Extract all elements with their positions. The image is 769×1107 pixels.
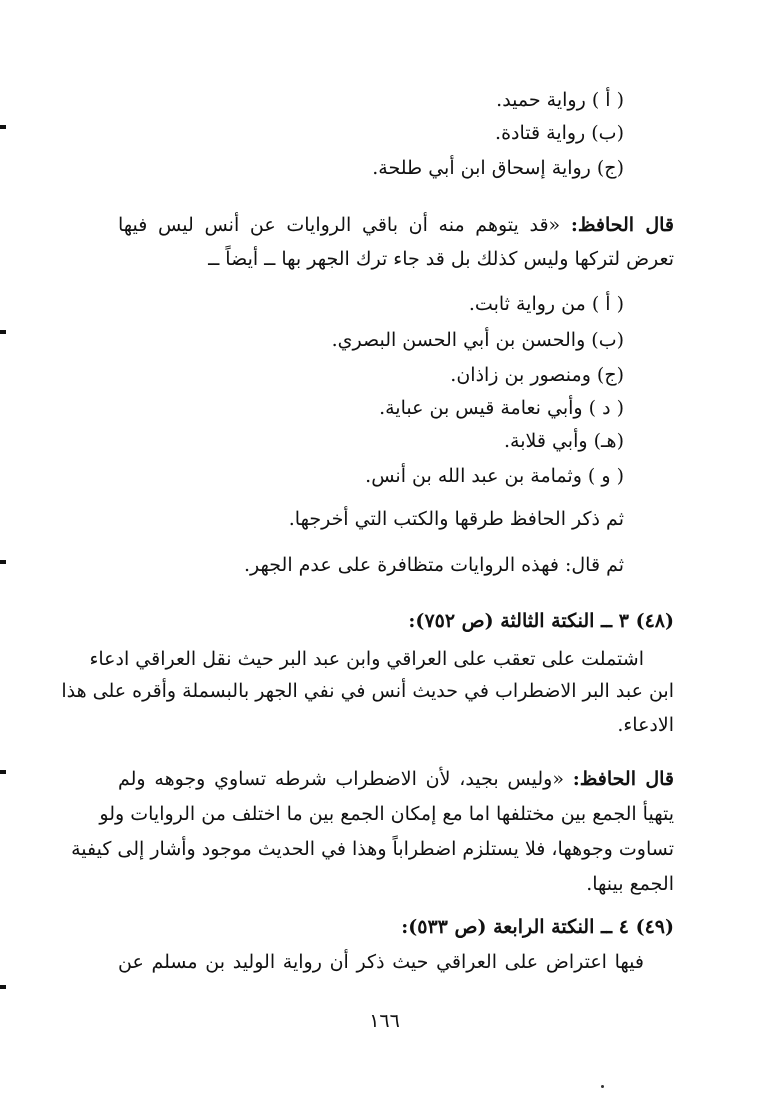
margin-mark [0, 770, 6, 774]
paragraph-line: ابن عبد البر الاضطراب في حديث أنس في نفي الجهر بالبسملة وأقره على هذا [61, 680, 674, 702]
list-item: (ج) رواية إسحاق ابن أبي طلحة. [372, 157, 624, 179]
margin-mark [0, 330, 6, 334]
scan-dot [601, 1085, 604, 1088]
list-item: (ب) والحسن بن أبي الحسن البصري. [331, 329, 624, 351]
paragraph-line: ثم قال: فهذه الروايات متظافرة على عدم الجهر. [244, 554, 624, 576]
quote-text: «وليس بجيد، لأن الاضطراب شرطه تساوي وجوهه ولم [118, 768, 564, 790]
section-heading: (٤٩) ٤ ــ النكتة الرابعة (ص ٥٣٣): [401, 916, 674, 938]
list-item: ( أ ) من رواية ثابت. [468, 293, 624, 315]
speaker-label: قال الحافظ: [570, 214, 674, 236]
paragraph-line: الجمع بينها. [586, 873, 674, 895]
paragraph-line: الادعاء. [617, 714, 674, 736]
section-heading: (٤٨) ٣ ــ النكتة الثالثة (ص ٧٥٢): [408, 610, 674, 632]
list-item: ( د ) وأبي نعامة قيس بن عباية. [379, 397, 624, 419]
list-item: ( و ) وثمامة بن عبد الله بن أنس. [365, 465, 624, 487]
list-item: (ج) ومنصور بن زاذان. [450, 364, 624, 386]
quote-text: «قد يتوهم منه أن باقي الروايات عن أنس ليس فيها [118, 214, 561, 236]
speaker-label: قال الحافظ: [572, 768, 675, 790]
paragraph-line: اشتملت على تعقب على العراقي وابن عبد البر حيث نقل العراقي ادعاء [89, 648, 644, 670]
paragraph-line [118, 765, 674, 793]
paragraph-line [118, 211, 674, 239]
paragraph-line: ثم ذكر الحافظ طرقها والكتب التي أخرجها. [288, 508, 624, 530]
margin-mark [0, 125, 6, 129]
paragraph-line: يتهيأ الجمع بين مختلفها اما مع إمكان الجمع بين ما اختلف من الروايات ولو [99, 803, 674, 825]
page-number: ١٦٦ [369, 1010, 400, 1032]
margin-mark [0, 985, 6, 989]
paragraph-line: تساوت وجوهها، فلا يستلزم اضطراباً وهذا في الحديث موجود وأشار إلى كيفية [71, 838, 674, 860]
list-item: ( أ ) رواية حميد. [496, 89, 624, 111]
paragraph-line: فيها اعتراض على العراقي حيث ذكر أن رواية الوليد بن مسلم عن [118, 951, 644, 973]
list-item: (هـ) وأبي قلابة. [503, 430, 624, 452]
margin-mark [0, 560, 6, 564]
paragraph-line: تعرض لتركها وليس كذلك بل قد جاء ترك الجهر بها ــ أيضاً ــ [208, 248, 674, 270]
list-item: (ب) رواية قتادة. [495, 122, 624, 144]
